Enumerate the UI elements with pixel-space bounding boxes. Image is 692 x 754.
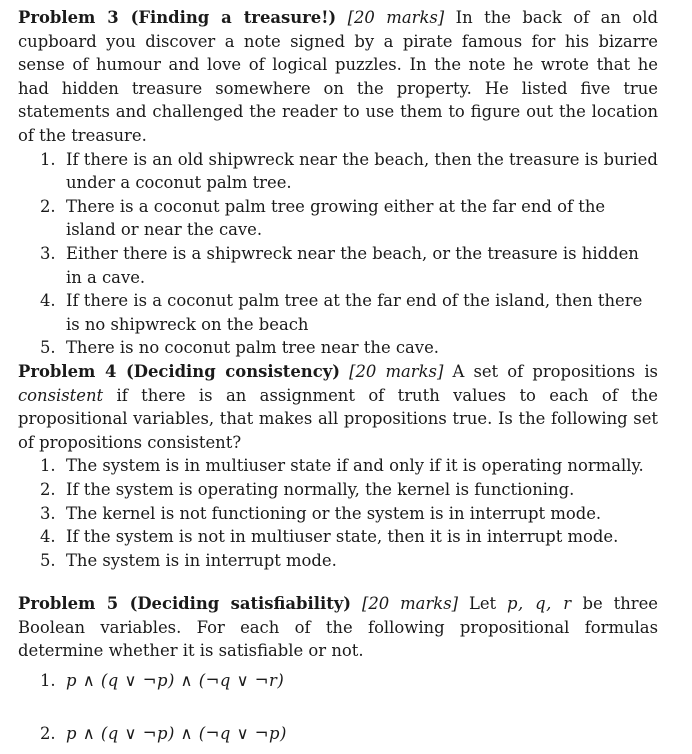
list-item: 2. There is a coconut palm tree growing either at the far end of the island or near the cave. [40,196,606,240]
list-item: 2. If the system is operating normally, the kernel is functioning. [40,479,575,499]
list-item: 5. The system is in interrupt mode. [40,550,337,570]
problem-5-formula-list [18,669,658,746]
consistent-term: consistent [18,385,104,405]
formula: p ∧ (q ∨ ¬p) ∧ (¬q ∨ ¬p) [66,724,287,744]
formula: p ∧ (q ∨ ¬p) ∧ (¬q ∨ ¬r) [66,670,285,690]
list-item: 3. The kernel is not functioning or the system is in interrupt mode. [40,503,602,523]
list-item: 3. Either there is a shipwreck near the beach, or the treasure is hidden in a cave. [40,243,639,287]
list-item: 4. If the system is not in multiuser state, then it is in interrupt mode. [40,527,619,547]
problem-4-title: Problem 4 (Deciding consistency) [18,362,340,381]
problem-3 [18,6,658,360]
problem-5-marks: [20 marks] [361,594,459,613]
problem-5 [18,592,658,754]
problem-4 [18,360,658,572]
problem-5-intro: Problem 5 (Deciding satisfiability) [20 marks] Let p, q, r be three Boolean variables. For each of the following propositional formulas determine whether it is satisfiable or not. [18,594,659,661]
problem-4-marks: [20 marks] [349,362,444,381]
problem-3-intro [18,6,658,148]
problem-4-intro: Problem 4 (Deciding consistency) [20 marks] A set of propositions is consistent if there is an assignment of truth values to each of the propositional variables, that makes all propositions true. Is the following set of propositions consistent? [18,362,659,452]
problem-3-marks: [20 marks] [347,8,445,27]
problem-3-intro-text: In the back of an old cupboard you discover a note signed by a pirate famous for his bizarre sense of humour and love of logical puzzles. In the note he wrote that he had hidden treasure somewhere on the property. He listed five true statements and challenged the reader to use them to figure out the location of the treasure. [18,8,658,145]
problem-3-title: Problem 3 (Finding a treasure!) [18,8,337,27]
list-item: 2. p ∧ (q ∨ ¬p) ∧ (¬q ∨ ¬p) [40,724,287,744]
problem-4-proposition-list [18,454,658,572]
problem-3-statement-list [18,148,658,360]
list-item: 4. If there is a coconut palm tree at the far end of the island, then there is no shipwreck on the beach [40,291,643,334]
boolean-variables: p, q, r [507,594,572,613]
list-item: 1. If there is an old shipwreck near the beach, then the treasure is buried under a coconut palm tree. [40,149,658,193]
list-item: 1. The system is in multiuser state if and only if it is operating normally. [40,456,644,476]
list-item: 1. p ∧ (q ∨ ¬p) ∧ (¬q ∨ ¬r) [40,670,285,690]
problem-5-title: Problem 5 (Deciding satisfiability) [18,594,352,613]
list-item: 5. There is no coconut palm tree near the cave. [40,338,439,358]
